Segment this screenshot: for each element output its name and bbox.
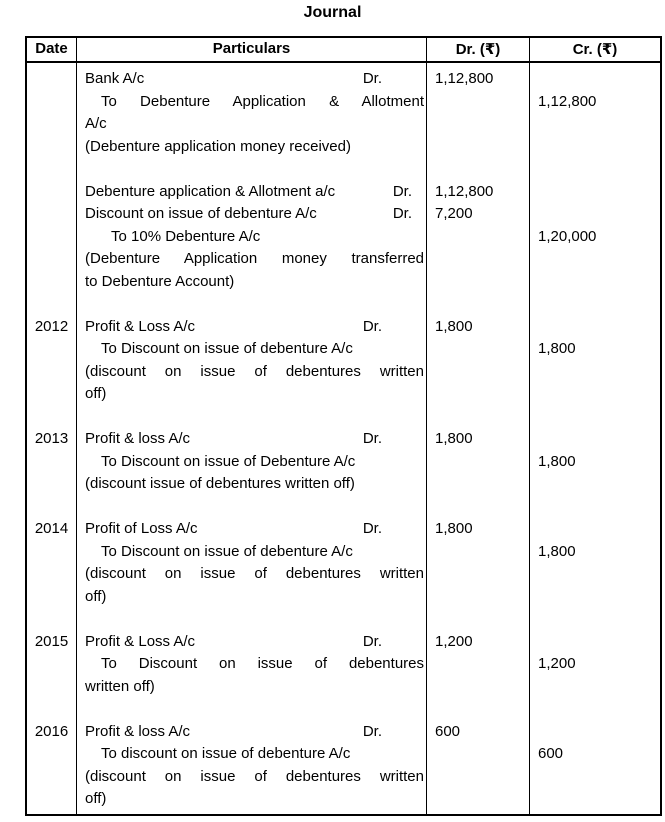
debit-spacer [427, 91, 529, 114]
credit-spacer [530, 563, 660, 586]
date-spacer [27, 248, 76, 271]
column-header-credit: Cr. (₹) [572, 41, 618, 58]
dr-suffix-label: Dr. [392, 182, 412, 200]
debit-spacer [427, 383, 529, 406]
credit-spacer [530, 248, 660, 271]
credit-amount: 600 [538, 745, 564, 762]
particulars-line [77, 68, 426, 91]
date-column [27, 63, 77, 814]
credit-spacer [530, 203, 660, 226]
debit-amount: 1,800 [435, 317, 473, 335]
entry-separator [530, 608, 660, 631]
account-name: Profit of Loss A/c [85, 520, 198, 537]
debit-amount: 1,800 [435, 520, 473, 537]
debit-amount: 7,200 [435, 205, 473, 222]
date-spacer [27, 676, 76, 699]
credit-spacer [530, 721, 660, 744]
particulars-line [77, 428, 426, 451]
particulars-line: To Discount on issue of debenture A/c [101, 542, 353, 560]
credit-spacer [530, 788, 660, 811]
date-spacer [27, 541, 76, 564]
table-body [27, 63, 660, 814]
entry-separator [77, 406, 426, 429]
credit-column [530, 63, 660, 814]
particulars-line: To Debenture Application & Allotment [101, 92, 424, 110]
particulars-line: A/c [85, 115, 107, 132]
credit-spacer [530, 428, 660, 451]
credit-spacer [530, 271, 660, 294]
entry-date [27, 181, 76, 204]
particulars-line: off) [85, 790, 107, 807]
particulars-line [77, 631, 426, 654]
journal-table [25, 36, 662, 816]
account-name: Profit & Loss A/c [85, 317, 196, 335]
credit-amount: 1,12,800 [538, 92, 597, 110]
entry-separator [27, 608, 76, 631]
entry-date: 2015 [34, 632, 69, 650]
particulars-line: off) [85, 385, 107, 402]
entry-separator [77, 158, 426, 181]
account-name: Bank A/c [85, 70, 145, 87]
entry-separator [530, 158, 660, 181]
particulars-line: off) [85, 587, 107, 605]
debit-amount: 1,12,800 [435, 182, 494, 200]
particulars-column [77, 63, 427, 814]
entry-separator [427, 698, 529, 721]
date-spacer [27, 226, 76, 249]
date-spacer [27, 338, 76, 361]
account-name: Profit & Loss A/c [85, 632, 196, 650]
debit-amount: 1,12,800 [435, 70, 494, 87]
debit-amount: 1,800 [435, 430, 473, 447]
entry-separator [427, 293, 529, 316]
date-spacer [27, 113, 76, 136]
dr-suffix-label: Dr. [362, 317, 382, 335]
entry-date [27, 68, 76, 91]
entry-date: 2016 [34, 722, 69, 740]
credit-spacer [530, 181, 660, 204]
credit-amount: 1,800 [538, 542, 576, 560]
debit-spacer [427, 743, 529, 766]
debit-spacer [427, 586, 529, 609]
debit-spacer [427, 541, 529, 564]
entry-separator [427, 406, 529, 429]
particulars-line: To discount on issue of debenture A/c [101, 745, 351, 762]
date-spacer [27, 383, 76, 406]
credit-spacer [530, 68, 660, 91]
column-header-particulars: Particulars [77, 38, 427, 61]
entry-separator [27, 158, 76, 181]
debit-spacer [427, 248, 529, 271]
credit-spacer [530, 473, 660, 496]
dr-suffix-label: Dr. [362, 632, 382, 650]
credit-spacer [530, 316, 660, 339]
dr-suffix-label: Dr. [362, 70, 382, 87]
particulars-line [77, 518, 426, 541]
particulars-line: To 10% Debenture A/c [111, 227, 261, 245]
date-spacer [27, 473, 76, 496]
credit-amount: 1,200 [538, 655, 576, 672]
date-spacer [27, 743, 76, 766]
particulars-line: (discount issue of debentures written off) [85, 475, 355, 492]
particulars-line: (Debenture application money received) [85, 137, 351, 155]
dr-suffix-label: Dr. [362, 722, 382, 740]
debit-spacer [427, 676, 529, 699]
debit-spacer [427, 338, 529, 361]
particulars-line: (discount on issue of debentures written [85, 362, 424, 380]
credit-spacer [530, 113, 660, 136]
credit-spacer [530, 518, 660, 541]
credit-spacer [530, 631, 660, 654]
credit-spacer [530, 361, 660, 384]
debit-spacer [427, 473, 529, 496]
entry-separator [77, 496, 426, 519]
date-spacer [27, 91, 76, 114]
dr-suffix-label: Dr. [392, 205, 412, 222]
particulars-line: (Debenture Application money transferred [85, 250, 424, 267]
debit-amount: 1,200 [435, 632, 473, 650]
particulars-line: (discount on issue of debentures written [85, 565, 424, 582]
debit-spacer [427, 136, 529, 159]
debit-spacer [427, 451, 529, 474]
particulars-line: To Discount on issue of Debenture A/c [101, 452, 356, 470]
entry-date: 2013 [34, 430, 69, 447]
dr-suffix-label: Dr. [362, 430, 382, 447]
particulars-line: (discount on issue of debentures written [85, 767, 424, 785]
entry-separator [530, 406, 660, 429]
column-header-debit: Dr. (₹) [427, 38, 530, 61]
particulars-line [77, 721, 426, 744]
entry-separator [27, 698, 76, 721]
page-title: Journal [303, 4, 362, 21]
date-spacer [27, 788, 76, 811]
credit-spacer [530, 586, 660, 609]
particulars-line: To Discount on issue of debentures [101, 655, 424, 672]
debit-spacer [427, 271, 529, 294]
entry-separator [27, 496, 76, 519]
entry-separator [77, 293, 426, 316]
date-spacer [27, 766, 76, 789]
account-name: Profit & loss A/c [85, 430, 191, 447]
particulars-line [77, 203, 426, 226]
credit-amount: 1,800 [538, 340, 576, 357]
debit-spacer [427, 226, 529, 249]
entry-date: 2012 [34, 317, 69, 335]
debit-spacer [427, 113, 529, 136]
particulars-line: written off) [85, 677, 155, 695]
particulars-line [77, 181, 426, 204]
entry-separator [530, 698, 660, 721]
entry-separator [77, 608, 426, 631]
debit-column [427, 63, 530, 814]
particulars-line: to Debenture Account) [85, 272, 235, 290]
credit-amount: 1,20,000 [538, 227, 597, 245]
date-spacer [27, 136, 76, 159]
date-spacer [27, 451, 76, 474]
debit-spacer [427, 361, 529, 384]
date-spacer [27, 361, 76, 384]
debit-spacer [427, 653, 529, 676]
entry-separator [427, 608, 529, 631]
date-spacer [27, 653, 76, 676]
entry-separator [427, 158, 529, 181]
credit-spacer [530, 676, 660, 699]
debit-spacer [427, 563, 529, 586]
date-spacer [27, 271, 76, 294]
date-spacer [27, 563, 76, 586]
entry-separator [427, 496, 529, 519]
entry-separator [27, 293, 76, 316]
debit-amount: 600 [435, 722, 461, 740]
credit-spacer [530, 383, 660, 406]
date-spacer [27, 586, 76, 609]
debit-spacer [427, 788, 529, 811]
dr-suffix-label: Dr. [362, 520, 382, 537]
particulars-line: To Discount on issue of debenture A/c [101, 340, 353, 357]
account-name: Debenture application & Allotment a/c [85, 182, 336, 200]
credit-spacer [530, 136, 660, 159]
credit-spacer [530, 766, 660, 789]
table-header-row [27, 38, 660, 63]
date-spacer [27, 203, 76, 226]
entry-date: 2014 [34, 520, 69, 537]
credit-amount: 1,800 [538, 452, 576, 470]
entry-separator [530, 293, 660, 316]
account-name: Discount on issue of debenture A/c [85, 205, 317, 222]
particulars-line [77, 316, 426, 339]
debit-spacer [427, 766, 529, 789]
entry-separator [77, 698, 426, 721]
column-header-date: Date [27, 38, 77, 61]
entry-separator [530, 496, 660, 519]
entry-separator [27, 406, 76, 429]
account-name: Profit & loss A/c [85, 722, 191, 740]
